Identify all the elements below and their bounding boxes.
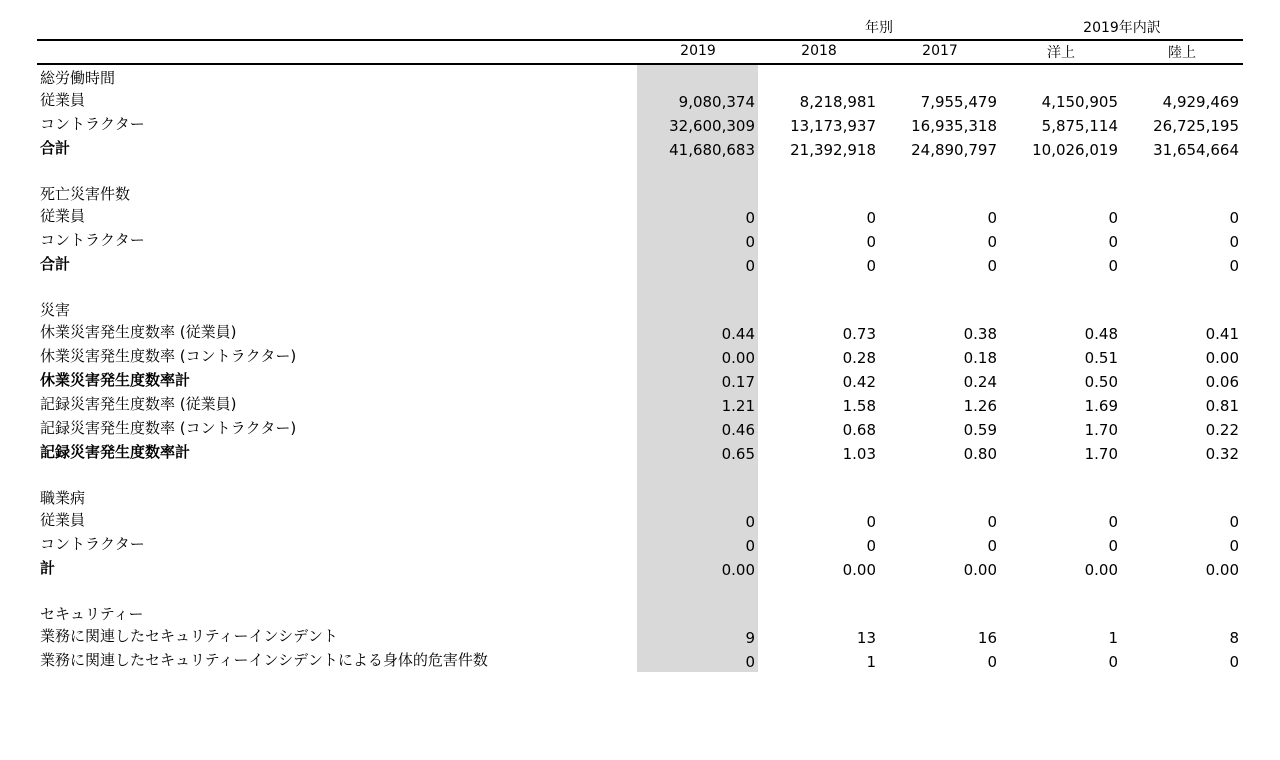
table-cell: 0.41 (1205, 325, 1239, 343)
table-cell: 0.81 (1205, 397, 1239, 415)
row-label: 従業員 (40, 511, 86, 529)
table-cell: 0 (987, 513, 997, 531)
table-cell: 1.69 (1084, 397, 1118, 415)
table-cell: 9 (745, 629, 755, 647)
row-label: 合計 (40, 255, 71, 273)
table-cell: 0.80 (963, 445, 997, 463)
table-cell: 0.38 (963, 325, 997, 343)
table-row (37, 228, 1243, 252)
section-title: 災害 (40, 301, 71, 319)
table-cell: 0.44 (721, 325, 755, 343)
table-cell: 41,680,683 (669, 141, 755, 159)
table-cell: 8,218,981 (799, 93, 876, 111)
section-title: 総労働時間 (40, 69, 116, 87)
table-cell: 0.28 (842, 349, 876, 367)
table-cell: 0 (745, 653, 755, 671)
table-cell: 0 (987, 233, 997, 251)
table-cell: 0 (866, 537, 876, 555)
row-label: 業務に関連したセキュリティーインシデントによる身体的危害件数 (40, 651, 488, 669)
table-row (37, 416, 1243, 440)
row-label: 記録災害発生度数率計 (40, 443, 191, 461)
table-cell: 0 (1108, 653, 1118, 671)
table-row (37, 392, 1243, 416)
table-cell: 10,026,019 (1032, 141, 1118, 159)
table-row (37, 440, 1243, 464)
row-label: 合計 (40, 139, 71, 157)
table-row (37, 204, 1243, 228)
table-cell: 0.65 (721, 445, 755, 463)
table-cell: 0 (745, 233, 755, 251)
section-title: 死亡災害件数 (40, 185, 131, 203)
column-header-offshore: 洋上 (1047, 45, 1075, 61)
table-cell: 1.26 (963, 397, 997, 415)
table-cell: 21,392,918 (790, 141, 876, 159)
table-cell: 0.00 (1084, 561, 1118, 579)
table-cell: 0 (745, 513, 755, 531)
table-cell: 32,600,309 (669, 117, 755, 135)
table-cell: 4,929,469 (1162, 93, 1239, 111)
table-cell: 0.42 (842, 373, 876, 391)
table-cell: 0.32 (1205, 445, 1239, 463)
table-cell: 0 (1229, 537, 1239, 555)
table-cell: 0.18 (963, 349, 997, 367)
table-row (37, 112, 1243, 136)
row-label: 記録災害発生度数率 (従業員) (40, 395, 237, 413)
table-row (37, 252, 1243, 276)
column-header-row (37, 43, 1243, 63)
table-cell: 1.70 (1084, 445, 1118, 463)
table-cell: 0 (1108, 537, 1118, 555)
section-header-row (37, 484, 1243, 508)
section-title: セキュリティー (40, 605, 144, 623)
table-cell: 0.24 (963, 373, 997, 391)
table-cell: 0 (1229, 653, 1239, 671)
table-cell: 0 (745, 537, 755, 555)
table-cell: 0 (1108, 513, 1118, 531)
table-cell: 24,890,797 (911, 141, 997, 159)
table-cell: 0.00 (842, 561, 876, 579)
table-cell: 13 (856, 629, 876, 647)
table-cell: 0 (866, 209, 876, 227)
table-cell: 8 (1229, 629, 1239, 647)
section-header-row (37, 296, 1243, 320)
table-row (37, 556, 1243, 580)
row-label: 業務に関連したセキュリティーインシデント (40, 627, 338, 645)
table-cell: 4,150,905 (1041, 93, 1118, 111)
table-row (37, 648, 1243, 672)
row-label: 記録災害発生度数率 (コントラクター) (40, 419, 297, 437)
table-cell: 26,725,195 (1153, 117, 1239, 135)
table-cell: 0 (1229, 513, 1239, 531)
table-cell: 1.58 (842, 397, 876, 415)
section-header-row (37, 64, 1243, 88)
row-label: コントラクター (40, 535, 145, 553)
table-cell: 0 (1229, 257, 1239, 275)
table-cell: 13,173,937 (790, 117, 876, 135)
table-cell: 0.50 (1084, 373, 1118, 391)
table-cell: 0.73 (842, 325, 876, 343)
table-row (37, 344, 1243, 368)
table-cell: 0.46 (721, 421, 755, 439)
section-title: 職業病 (40, 489, 86, 507)
table-cell: 0 (1229, 209, 1239, 227)
table-cell: 0.17 (721, 373, 755, 391)
column-header-2018: 2018 (801, 43, 837, 59)
table-cell: 0 (987, 209, 997, 227)
table-cell: 0 (987, 537, 997, 555)
table-cell: 0 (987, 257, 997, 275)
row-label: 計 (40, 559, 56, 577)
table-cell: 16 (977, 629, 997, 647)
row-label: 休業災害発生度数率 (従業員) (40, 323, 237, 341)
table-cell: 31,654,664 (1153, 141, 1239, 159)
table-cell: 0 (1108, 257, 1118, 275)
table-cell: 0.00 (721, 349, 755, 367)
table-row (37, 88, 1243, 112)
table-cell: 16,935,318 (911, 117, 997, 135)
table-row (37, 368, 1243, 392)
table-cell: 1.21 (721, 397, 755, 415)
table-row (37, 136, 1243, 160)
table-cell: 0 (1108, 233, 1118, 251)
table-cell: 0 (987, 653, 997, 671)
top-rule (37, 39, 1243, 41)
table-row (37, 532, 1243, 556)
table-cell: 5,875,114 (1041, 117, 1118, 135)
column-header-2017: 2017 (922, 43, 958, 59)
row-label: コントラクター (40, 115, 145, 133)
section-header-row (37, 600, 1243, 624)
table-row (37, 508, 1243, 532)
table-cell: 0 (866, 233, 876, 251)
row-label: 休業災害発生度数率計 (40, 371, 191, 389)
table-cell: 0.59 (963, 421, 997, 439)
table-cell: 0 (866, 513, 876, 531)
table-cell: 0.00 (1205, 349, 1239, 367)
table-cell: 0 (866, 257, 876, 275)
column-header-2019: 2019 (680, 43, 716, 59)
table-cell: 1 (866, 653, 876, 671)
table-cell: 1.03 (842, 445, 876, 463)
table-cell: 9,080,374 (678, 93, 755, 111)
table-cell: 0 (745, 209, 755, 227)
table-cell: 0.00 (1205, 561, 1239, 579)
table-cell: 1.70 (1084, 421, 1118, 439)
table-cell: 0.00 (721, 561, 755, 579)
section-header-row (37, 180, 1243, 204)
table-cell: 7,955,479 (920, 93, 997, 111)
table-row (37, 624, 1243, 648)
group-label-breakdown: 2019年内訳 (1083, 20, 1161, 36)
row-label: 休業災害発生度数率 (コントラクター) (40, 347, 297, 365)
row-label: 従業員 (40, 91, 86, 109)
table-cell: 0 (1229, 233, 1239, 251)
table-cell: 1 (1108, 629, 1118, 647)
table-cell: 0.06 (1205, 373, 1239, 391)
table-cell: 0.48 (1084, 325, 1118, 343)
table-cell: 0.22 (1205, 421, 1239, 439)
row-label: コントラクター (40, 231, 145, 249)
group-label-by-year: 年別 (865, 20, 893, 36)
table-cell: 0.51 (1084, 349, 1118, 367)
group-header-row (37, 17, 1243, 37)
table-cell: 0 (1108, 209, 1118, 227)
column-header-onshore: 陸上 (1168, 45, 1196, 61)
table-cell: 0.00 (963, 561, 997, 579)
table-row (37, 320, 1243, 344)
table-cell: 0 (745, 257, 755, 275)
row-label: 従業員 (40, 207, 86, 225)
table-cell: 0.68 (842, 421, 876, 439)
